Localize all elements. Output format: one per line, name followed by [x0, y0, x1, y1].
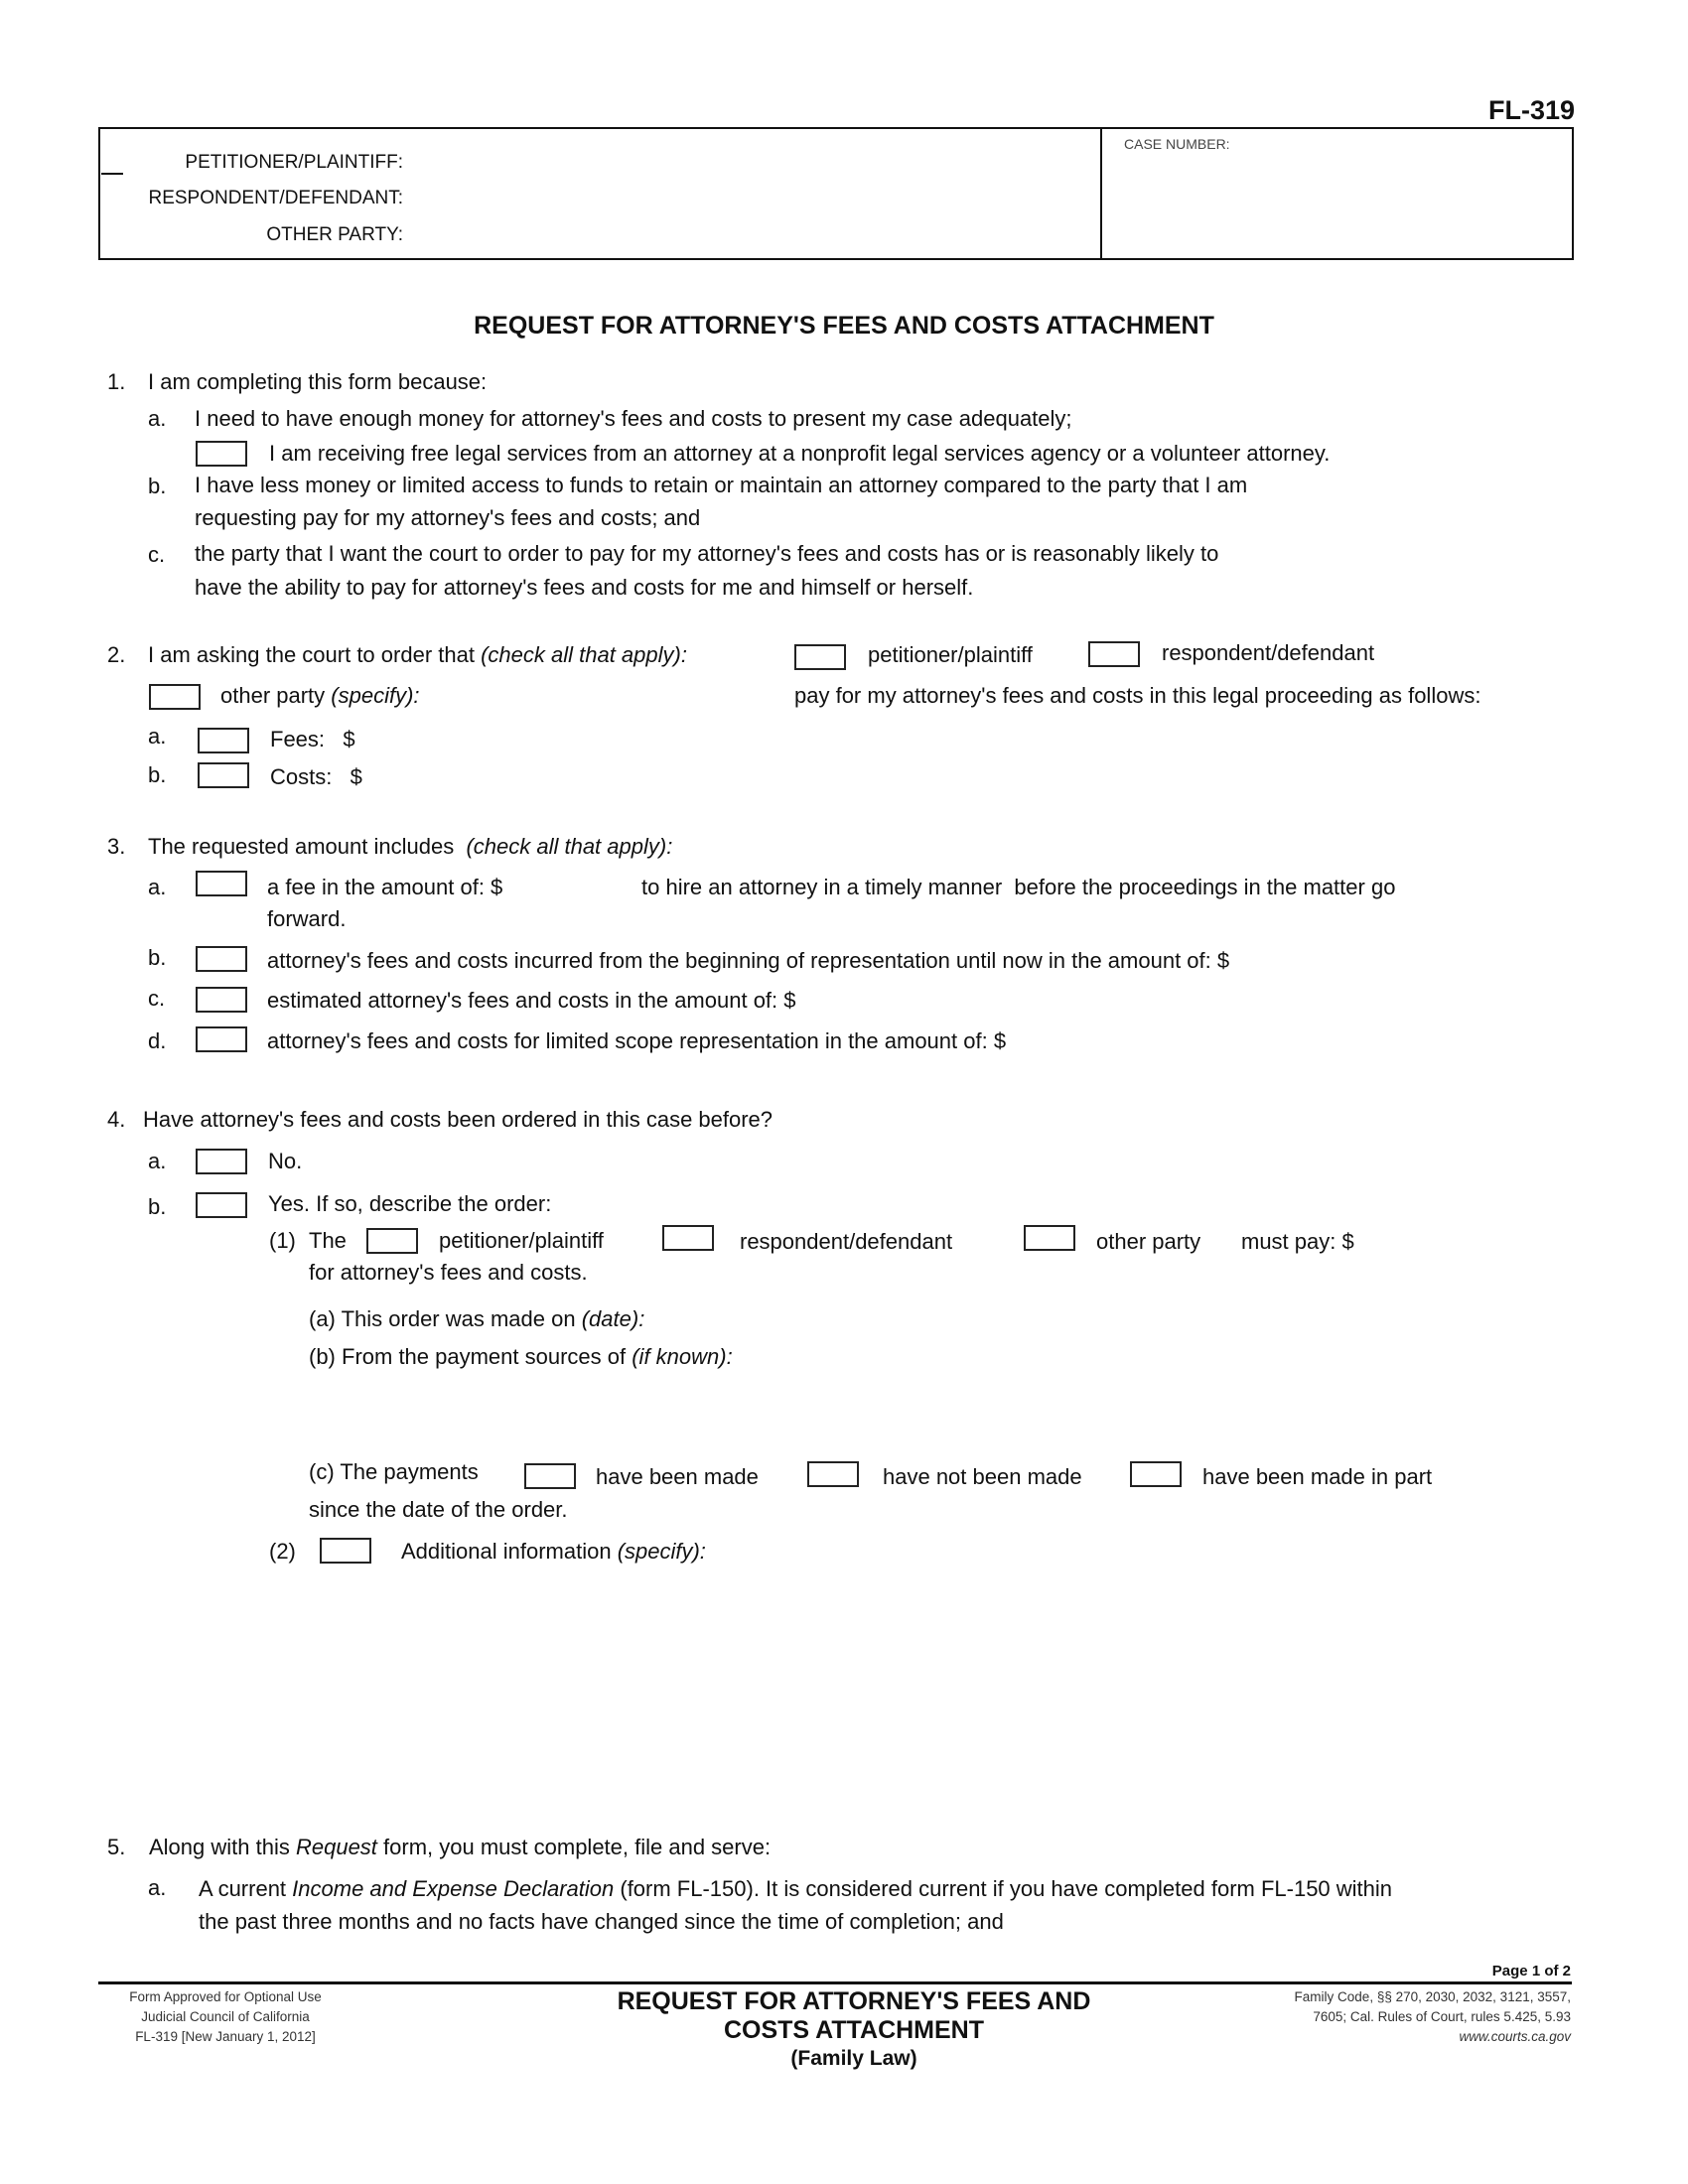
item3-c-checkbox[interactable] [196, 987, 247, 1013]
item3-a-text2: to hire an attorney in a timely manner before the proceedings in the matter go [641, 875, 1396, 899]
footer-rule [98, 1981, 1572, 1984]
item2-text-italic: (check all that apply): [481, 642, 687, 667]
item5-text2: form, you must complete, file and serve: [376, 1835, 772, 1859]
respondent-label[interactable]: RESPONDENT/DEFENDANT: [148, 188, 403, 208]
item3-b-label: b. [148, 945, 167, 970]
item2-other-party-checkbox[interactable] [149, 684, 201, 710]
form-id: FL-319 [1487, 95, 1575, 125]
item4-text: Have attorney's fees and costs been ordered in this case before? [143, 1107, 774, 1132]
payments-made-label: have been made [596, 1464, 759, 1489]
item5-text [149, 1835, 771, 1860]
item2-other-party-label [220, 683, 420, 709]
item1-text: I am completing this form because: [148, 369, 488, 394]
order-date-italic: (date): [581, 1306, 645, 1331]
order-petitioner-label: petitioner/plaintiff [439, 1228, 604, 1253]
order-respondent-checkbox[interactable] [662, 1225, 714, 1251]
item1-c-label: c. [148, 542, 166, 567]
item3-c-text: estimated attorney's fees and costs in the amount of: $ [267, 988, 796, 1013]
payment-sources-italic: (if known): [632, 1344, 733, 1369]
item3-a-text3: forward. [267, 906, 347, 931]
no-label: No. [268, 1149, 303, 1173]
petitioner-label[interactable]: PETITIONER/PLAINTIFF: [185, 152, 403, 173]
footer-right-2: 7605; Cal. Rules of Court, rules 5.425, 5.93 [1313, 2009, 1571, 2024]
item5-text1: Along with this [149, 1835, 296, 1859]
item5-a-text2: (form FL-150). It is considered current if you have completed form FL-150 within [614, 1876, 1393, 1901]
item1-number: 1. [107, 369, 126, 394]
case-number-label[interactable]: CASE NUMBER: [1124, 136, 1230, 152]
item4-1-label: (1) [269, 1228, 296, 1253]
yes-checkbox[interactable] [196, 1192, 247, 1218]
additional-info-checkbox[interactable] [320, 1538, 371, 1564]
footer-right-1: Family Code, §§ 270, 2030, 2032, 3121, 3557, [1294, 1989, 1571, 2004]
item1-b-label: b. [148, 474, 167, 498]
footer-title-2: COSTS ATTACHMENT [723, 2016, 984, 2044]
item1-c-text2: have the ability to pay for attorney's fees and costs for me and himself or herself. [195, 575, 974, 600]
fees-checkbox[interactable] [198, 728, 249, 753]
item2-respondent-label: respondent/defendant [1162, 640, 1375, 665]
item3-text-italic: (check all that apply): [466, 834, 673, 859]
item5-number: 5. [107, 1835, 126, 1859]
item5-a-text3: the past three months and no facts have changed since the time of completion; and [199, 1909, 1004, 1934]
item2-other-italic: (specify): [331, 683, 420, 708]
caption-divider [1100, 127, 1102, 260]
item4-a-label: a. [148, 1149, 167, 1173]
fees-label: Fees: $ [270, 727, 355, 751]
order-date-text: (a) This order was made on [309, 1306, 582, 1331]
item3-b-checkbox[interactable] [196, 946, 247, 972]
item5-a-label: a. [148, 1875, 167, 1900]
item3-a-text1: a fee in the amount of: $ [267, 875, 503, 899]
item3-a-label: a. [148, 875, 167, 899]
item2-respondent-checkbox[interactable] [1088, 641, 1140, 667]
item5-italic: Request [295, 1835, 377, 1859]
item1-b-text2: requesting pay for my attorney's fees and costs; and [195, 505, 701, 530]
footer-website-link[interactable]: www.courts.ca.gov [1459, 2029, 1571, 2044]
item1-c-text1: the party that I want the court to order to pay for my attorney's fees and costs has or is reasonably likely to [195, 541, 1219, 566]
since-label: since the date of the order. [309, 1497, 568, 1522]
item3-c-label: c. [148, 986, 166, 1011]
order-petitioner-checkbox[interactable] [366, 1228, 418, 1254]
item3-number: 3. [107, 834, 126, 859]
item2-text [148, 642, 687, 668]
item2-other-text: other party [220, 683, 326, 708]
order-other-party-label: other party [1096, 1229, 1201, 1254]
free-legal-services-label: I am receiving free legal services from an attorney at a nonprofit legal services agency or a volunteer attorney. [269, 441, 1331, 466]
payments-made-part-checkbox[interactable] [1130, 1461, 1182, 1487]
additional-info-text: Additional information [401, 1539, 618, 1564]
item1-a-text: I need to have enough money for attorney's fees and costs to present my case adequately; [195, 406, 1072, 431]
footer-left [95, 1987, 355, 2047]
payment-sources-label [309, 1344, 733, 1370]
costs-checkbox[interactable] [198, 762, 249, 788]
footer-left-1: Form Approved for Optional Use [129, 1989, 322, 2004]
no-checkbox[interactable] [196, 1149, 247, 1174]
item2-number: 2. [107, 642, 126, 667]
item4-b-label: b. [148, 1194, 167, 1219]
costs-label: Costs: $ [270, 764, 362, 789]
order-date-label [309, 1306, 644, 1332]
payments-made-part-label: have been made in part [1202, 1464, 1433, 1489]
item3-a-checkbox[interactable] [196, 871, 247, 896]
footer-title-1: REQUEST FOR ATTORNEY'S FEES AND [617, 1987, 1091, 2015]
yes-label: Yes. If so, describe the order: [268, 1191, 552, 1216]
for-fees-label: for attorney's fees and costs. [309, 1260, 588, 1285]
item2-petitioner-checkbox[interactable] [794, 644, 846, 670]
page-title: REQUEST FOR ATTORNEY'S FEES AND COSTS ATTACHMENT [474, 312, 1214, 340]
item1-b-text1: I have less money or limited access to funds to retain or maintain an attorney compared to the party that I am [195, 473, 1248, 497]
other-party-label[interactable]: OTHER PARTY: [266, 224, 403, 245]
payments-not-made-label: have not been made [883, 1464, 1082, 1489]
footer-right [1295, 1987, 1571, 2047]
payments-made-checkbox[interactable] [524, 1463, 576, 1489]
footer-left-2: Judicial Council of California [141, 2009, 310, 2024]
item2-text-main: I am asking the court to order that [148, 642, 475, 667]
order-respondent-label: respondent/defendant [740, 1229, 953, 1254]
item5-a-text [199, 1876, 1392, 1902]
must-pay-label: must pay: $ [1241, 1229, 1354, 1254]
caption-mark [101, 173, 123, 175]
page-number: Page 1 of 2 [1491, 1963, 1571, 1979]
additional-info-italic: (specify): [617, 1539, 706, 1564]
item1-a-label: a. [148, 406, 167, 431]
order-other-party-checkbox[interactable] [1024, 1225, 1075, 1251]
item3-d-label: d. [148, 1028, 167, 1053]
free-legal-services-checkbox[interactable] [196, 441, 247, 467]
item2-pay-text: pay for my attorney's fees and costs in this legal proceeding as follows: [794, 683, 1481, 708]
the-label: The [309, 1228, 347, 1253]
item3-text-main: The requested amount includes [148, 834, 461, 859]
payments-not-made-checkbox[interactable] [807, 1461, 859, 1487]
item3-b-text: attorney's fees and costs incurred from the beginning of representation until now in the amount of: $ [267, 948, 1230, 973]
item3-d-text: attorney's fees and costs for limited scope representation in the amount of: $ [267, 1028, 1007, 1053]
item4-number: 4. [107, 1107, 126, 1132]
payments-label: (c) The payments [309, 1459, 479, 1484]
footer-title [546, 1987, 1162, 2073]
footer-title-3: (Family Law) [790, 2047, 917, 2070]
additional-info-label [401, 1539, 706, 1565]
payment-sources-text: (b) From the payment sources of [309, 1344, 633, 1369]
item3-text [148, 834, 672, 860]
item2-b-label: b. [148, 762, 167, 787]
item4-2-label: (2) [269, 1539, 296, 1564]
footer-left-3: FL-319 [New January 1, 2012] [135, 2029, 316, 2044]
item5-a-text1: A current [199, 1876, 293, 1901]
item3-d-checkbox[interactable] [196, 1026, 247, 1052]
item2-a-label: a. [148, 724, 167, 749]
item5-a-italic: Income and Expense Declaration [292, 1876, 615, 1901]
item2-petitioner-label: petitioner/plaintiff [868, 642, 1033, 667]
